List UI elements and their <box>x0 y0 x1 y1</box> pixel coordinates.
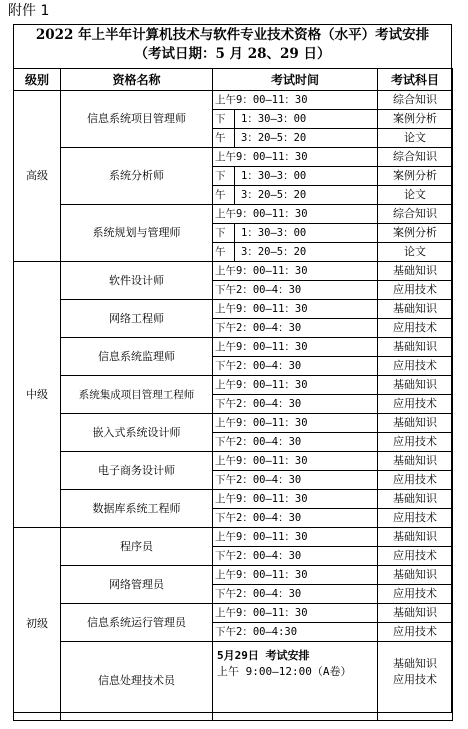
exam-subject: 综合知识 <box>378 91 453 110</box>
exam-time <box>213 642 378 721</box>
exam-subject: 应用技术 <box>378 585 453 604</box>
exam-subject: 基础知识 <box>378 262 453 281</box>
exam-time: 下午2：00—4：30 <box>213 433 378 452</box>
table-row <box>14 262 453 281</box>
exam-subject: 案例分析 <box>378 167 453 186</box>
table-row <box>14 528 453 547</box>
exam-time: 上午9：00—11：30 <box>213 262 378 281</box>
exam-subject: 应用技术 <box>378 281 453 300</box>
qualification-name: 系统分析师 <box>61 148 213 205</box>
table-row <box>14 300 453 319</box>
exam-time: 下午2：00—4：30 <box>213 281 378 300</box>
exam-time: 上午9：00—11：30 <box>213 338 378 357</box>
table-row <box>14 376 453 395</box>
exam-subject-2: 应用技术 <box>393 673 437 686</box>
exam-time: 上午9：00—11：30 <box>213 528 378 547</box>
exam-subject: 案例分析 <box>378 224 453 243</box>
schedule-table <box>13 68 453 721</box>
exam-time: 上午9：00—11：30 <box>213 566 378 585</box>
exam-time: 上午9：00—11：30 <box>213 148 378 167</box>
attachment-label: 附件 1 <box>8 3 50 19</box>
qualification-name: 嵌入式系统设计师 <box>61 414 213 452</box>
exam-subject: 应用技术 <box>378 547 453 566</box>
exam-subject: 论文 <box>378 186 453 205</box>
exam-time: 午 3：20—5：20 <box>213 129 378 148</box>
exam-time: 上午9：00—11：30 <box>213 300 378 319</box>
exam-subject: 应用技术 <box>378 319 453 338</box>
table-row <box>14 566 453 585</box>
exam-time: 上午9：00—11：30 <box>213 91 378 110</box>
table-row <box>14 91 453 110</box>
exam-subject: 基础知识 <box>378 604 453 623</box>
exam-arrangement-heading: 5月29日 考试安排 <box>217 649 310 662</box>
qualification-name: 软件设计师 <box>61 262 213 300</box>
exam-subject: 基础知识 <box>378 300 453 319</box>
table-row <box>14 604 453 623</box>
exam-time: 上午9：00—11：30 <box>213 376 378 395</box>
header-row <box>14 69 453 91</box>
exam-time: 下 1：30—3：00 <box>213 224 378 243</box>
exam-subject: 应用技术 <box>378 471 453 490</box>
header-level: 级别 <box>14 69 61 91</box>
exam-subject: 基础知识 <box>378 338 453 357</box>
exam-subject: 应用技术 <box>378 433 453 452</box>
exam-time: 下午2：00—4：30 <box>213 509 378 528</box>
exam-subject: 基础知识 <box>378 528 453 547</box>
exam-subject: 论文 <box>378 129 453 148</box>
exam-subject: 应用技术 <box>378 357 453 376</box>
exam-subject: 应用技术 <box>378 395 453 414</box>
exam-subject <box>378 642 453 721</box>
qualification-name: 信息系统监理师 <box>61 338 213 376</box>
exam-time: 午 3：20—5：20 <box>213 243 378 262</box>
exam-subject: 论文 <box>378 243 453 262</box>
exam-time: 下午2：00—4:30 <box>213 623 378 642</box>
level-senior: 高级 <box>14 91 61 262</box>
table-row <box>14 490 453 509</box>
qualification-name: 系统集成项目管理工程师 <box>61 376 213 414</box>
table-row <box>14 452 453 471</box>
exam-subject: 综合知识 <box>378 205 453 224</box>
qualification-name: 信息系统项目管理师 <box>61 91 213 148</box>
header-qualification: 资格名称 <box>61 69 213 91</box>
exam-subject: 案例分析 <box>378 110 453 129</box>
exam-time: 下午2：00—4：30 <box>213 319 378 338</box>
table-row <box>14 205 453 224</box>
qualification-name: 信息系统运行管理员 <box>61 604 213 642</box>
exam-subject-1: 基础知识 <box>393 657 437 670</box>
exam-subject: 基础知识 <box>378 566 453 585</box>
document-subtitle: （考试日期：5 月 28、29 日） <box>134 46 331 62</box>
table-row <box>14 338 453 357</box>
exam-arrangement-time: 上午 9:00—12:00（A卷） <box>217 665 352 678</box>
header-exam-subject: 考试科目 <box>378 69 453 91</box>
table-row <box>14 414 453 433</box>
exam-time: 上午9：00—11：30 <box>213 414 378 433</box>
exam-time: 下午2：00—4：30 <box>213 357 378 376</box>
qualification-name: 程序员 <box>61 528 213 566</box>
exam-time: 上午9：00—11：30 <box>213 490 378 509</box>
exam-subject: 基础知识 <box>378 414 453 433</box>
exam-time: 下午2：00—4：30 <box>213 471 378 490</box>
exam-time: 上午9：00—11：30 <box>213 205 378 224</box>
exam-subject: 应用技术 <box>378 509 453 528</box>
table-row <box>14 642 453 721</box>
exam-time: 上午9：00—11：30 <box>213 452 378 471</box>
qualification-name: 系统规划与管理师 <box>61 205 213 262</box>
exam-subject: 应用技术 <box>378 623 453 642</box>
qualification-name: 信息处理技术员 <box>61 642 213 721</box>
qualification-name: 电子商务设计师 <box>61 452 213 490</box>
header-exam-time: 考试时间 <box>213 69 378 91</box>
exam-time: 下 1：30—3：00 <box>213 110 378 129</box>
exam-subject: 基础知识 <box>378 490 453 509</box>
exam-subject: 基础知识 <box>378 452 453 471</box>
exam-time: 午 3：20—5：20 <box>213 186 378 205</box>
level-intermediate: 中级 <box>14 262 61 528</box>
exam-time: 下午2：00—4：30 <box>213 395 378 414</box>
exam-time: 下午2：00—4：30 <box>213 585 378 604</box>
level-junior: 初级 <box>14 528 61 721</box>
document-title: 2022 年上半年计算机技术与软件专业技术资格（水平）考试安排 <box>35 27 430 43</box>
qualification-name: 网络管理员 <box>61 566 213 604</box>
qualification-name: 网络工程师 <box>61 300 213 338</box>
exam-subject: 基础知识 <box>378 376 453 395</box>
exam-time: 上午9：00—11：30 <box>213 604 378 623</box>
qualification-name: 数据库系统工程师 <box>61 490 213 528</box>
exam-time: 下午2：00—4：30 <box>213 547 378 566</box>
table-row <box>14 148 453 167</box>
exam-subject: 综合知识 <box>378 148 453 167</box>
exam-time: 下 1：30—3：00 <box>213 167 378 186</box>
